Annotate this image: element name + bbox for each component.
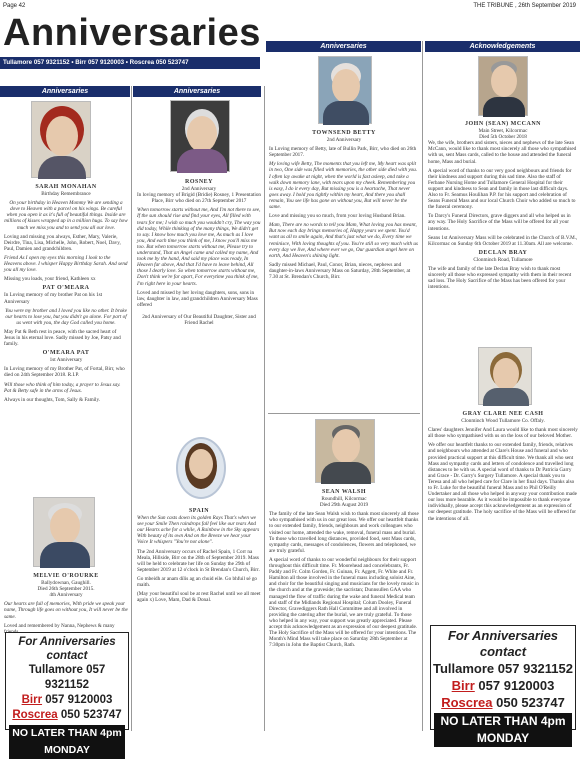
contacts-bar: Tullamore 057 9321152 • Birr 057 9120003 • Roscrea 050 523747 <box>0 57 260 69</box>
notice-mccann: JOHN (SEAN) MCCANN Main Street, Kilcormac Died 5th October 2018 We, the wife, brothers and sisters, nieces and nephews of the late Sean McCann, would like to thank most sincerely all those who sympathised with us, sent Mass cards, called to the house and attended the funeral home, Mass and burial. A special word of thanks to our very good neighbours and friends for their kindness and support during this sad time. Also the staff of Ferbane Nursing Home and Tullamore General Hospital for their support and kindness to Sean and family in those last difficult days. Also to Fr. Seamus Houlihan P.P. for his support and celebration of Seans Funeral Mass and our local Church Choir who added so much to the funeral ceremony. To Darcy's Funeral Directors, grave diggers and all who helped us in any way. The Holy Sacrifice of the Mass will be offered for all your intentions. Seans 1st Anniversary Mass will be celebrated in the Church of B.V.M., Kilcormac on Sunday 6th October 2019 at 11.30am. All are welcome. DECLAN BRAY Clonminch Road, Tullamore The wife and family of the late Declan Bray wish to thank most sincerely all those who expressed sympathy with them in their recent sad loss. The Holy Sacrifice of the Mass has been offered for your intentions. <box>428 121 578 291</box>
page-title: Anniversaries <box>3 12 261 54</box>
notice-monahan: SARAH MONAHAN Birthday Remembrance On your birthday in Heaven Mommy We are sending a dove to Heaven with a parcel on his wings. Be careful when you open it as it's full of beautiful things. Inside are millions of kisses wrapped up in a million hugs. To say how much we miss you and to send you all our love. Loving and missing you always, Esther, Mary, Valerie, Deirdre, Tina, Lisa, Michelle, John, Robert, Noel, Davy, Paul, Damien and grandchildren. Friend As I open my eyes this morning I look to the Heavens above. I whisper Happy Birthday Sarah. And send you all my love. Missing you loads, your friend, Kathleen xx PAT O'MEARA In Loving memory of my brother Pat on his 1st Anniversary You were my brother and I loved you like no other. It broke our hearts to lose you, but you didn't go alone. For part of us went with you, the day God called you home. May Pat & Beth rest in peace, with the sacred heart of Jesus in his eternal love. Sadly missed by Joe, Patsy and family. O'MEARA PAT 1st Anniversary In Loving memory of my Brother Pat, of Fortal, Birr, who died on 24th September 2018. R.I.P. Will those who think of him today, a prayer to Jesus say. Pat & Betty safe in the arms of Jesus. Always in our thoughts, Tom, Sally & Family. <box>4 184 128 403</box>
notice-townsend: TOWNSEND BETTY 2nd Anniversary In Loving memory of Betty, late of Bullin Park, Birr, who died on 26th September 2017. My loving wife Betty, The moments that you left me, My heart was split in two, One side was filled with memories, the other side died with you. I often lay awake at night, when the world is fast asleep, and take a walk down memory lane, with tears upon my cheek. Remembering you is easy, I do it every day, But missing you is a heartache, That never goes away. I hold you tightly within my heart, And there you shall remain, You see life has gone on without you, But will never be the same. Love and missing you so much, from your loving Husband Brian. Mam, There are no words to tell you Mam, What loving you has meant, But now each day brings memories of, Happy years we spent. You'd want us all to smile again, And that's just what we do, Every time we reminisce, With loving thoughts of you. You're still so very much with us every day we live, And where ever we go, Our guardian angel here on earth, And Heaven's shining light. Sadly missed Michael, Paul, Conor, Brian, nieces, nephews and daughter-in-laws Anniversary Mass on Saturday, 28th September, at 7.30 at St. Brendan's Church, Birr. <box>269 130 418 280</box>
notice-name: SPAIN <box>188 508 210 514</box>
notice-name: SARAH MONAHAN <box>35 184 97 190</box>
notice-rosney: ROSNEY 2nd Anniversary In loving memory of Brigid (Bridie) Rosney, 1 Presentation Place, Birr who died on 27th September 2017 When tomorrow starts without me, And I'm not there to see, If the sun should rise and find your eyes, All filled with tears for me; I wish so much you wouldn't cry, The way you did today, While thinking of the many things, We didn't get to say. I know how much you love me, As much as I love you, And each time you think of me, I know you'll miss me too. But when tomorrow starts without me, Please try to understand, That an Angel came and called my name, And took me by the hand, And said my place was ready, In Heaven far above, And that I'd have to leave behind, All those I dearly love. So when tomorrow starts without me, Don't think we're far apart, For everytime you think of me, I'm right here in your hearts. Loved and missed by her loving daughters, sons, sons in law, daughter in law, and grandchildren Anniversary Mass offered 2nd Anniversary of Our Beautiful Daughter, Sister and Friend Rachel <box>137 179 262 326</box>
photo-sarah-monahan <box>31 101 91 178</box>
photo-rachel-spain <box>172 437 230 499</box>
photo-melvie-orourke <box>33 497 95 567</box>
section-bar-col3: Anniversaries <box>266 41 421 52</box>
section-bar-col4: Acknowledgements <box>425 41 580 52</box>
notice-name: SEAN WALSH <box>321 489 367 495</box>
ad-box-right: For Anniversaries contact Tullamore 057 9321152 Birr 057 9120003 Roscrea 050 523747 NO LATER THAN 4pm MONDAY <box>430 625 576 730</box>
section-bar-col1: Anniversaries <box>0 86 130 97</box>
section-bar-col2: Anniversaries <box>133 86 261 97</box>
page-number: Page 42 <box>3 3 26 9</box>
notice-spain: SPAIN When the Sun casts down its golden Rays That's when we see your Smile Then raindrops fall feel like our tears And our Hearts ache for a while, A Rainbow in the Sky appears With beauty of its own And on the Breeze we hear your Voice It whispers "You're not alone". The 2nd Anniversary occurs of Rachel Spain, 1 Corr na Meala, Hillside, Birr on the 28th of September 2019. Mass will be held to celebrate her life on Sunday the 29th of September 2019 at 12 o'clock in St Brendan's Church, Birr. Go mbeidh ar anam dílis ag an chuid eile. Go bhfuil sé go maith. (May your beautiful soul be at rest Rachel until we all meet again x) Love, Mam, Dad & Donal. <box>137 508 261 604</box>
photo-sean-walsh <box>315 419 375 483</box>
notice-walsh: SEAN WALSH Roundhill, Kilcormac Died 29th August 2019 The family of the late Sean Walsh wish to thank most sincerely all those who sympathised with us in our great loss. We offer our heartfelt thanks to our extended family, friends, neighbours and work colleagues who visited our home, attended the wake, removal, funeral mass and burial. To those who travelled long distances, provided food, sent Mass cards, sympathy cards, messages of condolences, flowers and telephoned, we are truly grateful. A special word of thanks to our wonderful neighbours for their support throughout this difficult time. Fr. Moorehead and concelebrants, Fr. Paddy and Fr. Colm Gorden, Fr. Guinan, Fr. Aggett, Fr. White and Fr. Hamilton all those involved in the funeral mass including soloist Aine, and choir for the beautiful singing and musicians for the lovely music in the church and at the graveside; the sacristan; Dunnsullen GAA who managed the flow of traffic during the wake and funeral Medical team and staff of the Midlands Regional Hospital; Colum Dooley, Funeral Director, Gravediggers Rath Hall Committee and all involved in providing the catering after the burial, we are truly grateful. To those who helped in any way, your support was greatly appreciated. Please accept this acknowledgement as an expression of our deepest gratitude. The Holy Sacrifice of the Mass will be offered for your intentions. The Month's Mind Mass will take place on Saturday 28th September at 7:30pm in John the Baptist Church, Rath. <box>269 489 419 649</box>
ad-box-left: For Anniversaries contact Tullamore 057 9321152 Birr 057 9120003 Roscrea 050 523747 NO LATER THAN 4pm MONDAY <box>5 632 129 730</box>
photo-clare-gray <box>478 347 532 405</box>
notice-name: ROSNEY <box>184 179 213 185</box>
notice-cash: GRAY CLARE NEE CASH Clonminch Wood Tullamore Co. Offaly. Clares' daughters Jennifer And Laura would like to thank most sincerely all those who sympathised with us on the loss of our beloved Mother. We offer our heartfelt thanks to our extended family, friends, relatives and neighbours who attended at Clare's House and funeral and who provided practical support at this difficult time. We thank all who sent Mass and sympathy cards and letters of condolence and travelled long distances to be with us. A special word of thanks to Dr Patricia Garry and Grace - Dr. Garry's Surgery Tullamore. A special thank you to Teresa and all who helped care for Clare in her final days. Thanks also to Fr. Luke for the beautiful funeral Mass and to Phil O'Reilly Undertaker and all those who helped in anyway your contribution made our loss more bearable. As it would be impossible to thank everyone individually, please accept this acknowledgement as an expression of our deepest gratitude. The holy sacrifice of the Mass will be offered for the intentions of all. <box>428 411 578 522</box>
notice-name: JOHN (SEAN) MCCANN <box>465 121 541 127</box>
notice-orourke: MELVIE O'ROURKE Ballydownan, Gaughill. Died 26th September 2015. 4th Anniversary Our hearts are full of memories, With pride we speak your name, Through life goes on without you, It will never be the same. Loved and remembered by Nanna, Nephews & many <box>4 573 128 629</box>
notice-name: PAT O'MEARA <box>42 285 90 292</box>
notice-name: MELVIE O'ROURKE <box>33 573 99 579</box>
photo-rosney <box>170 100 230 172</box>
notice-name: GRAY CLARE NEE CASH <box>462 411 544 417</box>
photo-sean-mccann <box>478 56 528 116</box>
notice-name: O'MEARA PAT <box>42 350 90 357</box>
photo-betty-townsend <box>318 56 372 124</box>
notice-name: TOWNSEND BETTY <box>312 130 376 136</box>
notice-name: DECLAN BRAY <box>478 249 528 256</box>
paper-title: THE TRIBUNE , 26th September 2019 <box>473 3 576 9</box>
